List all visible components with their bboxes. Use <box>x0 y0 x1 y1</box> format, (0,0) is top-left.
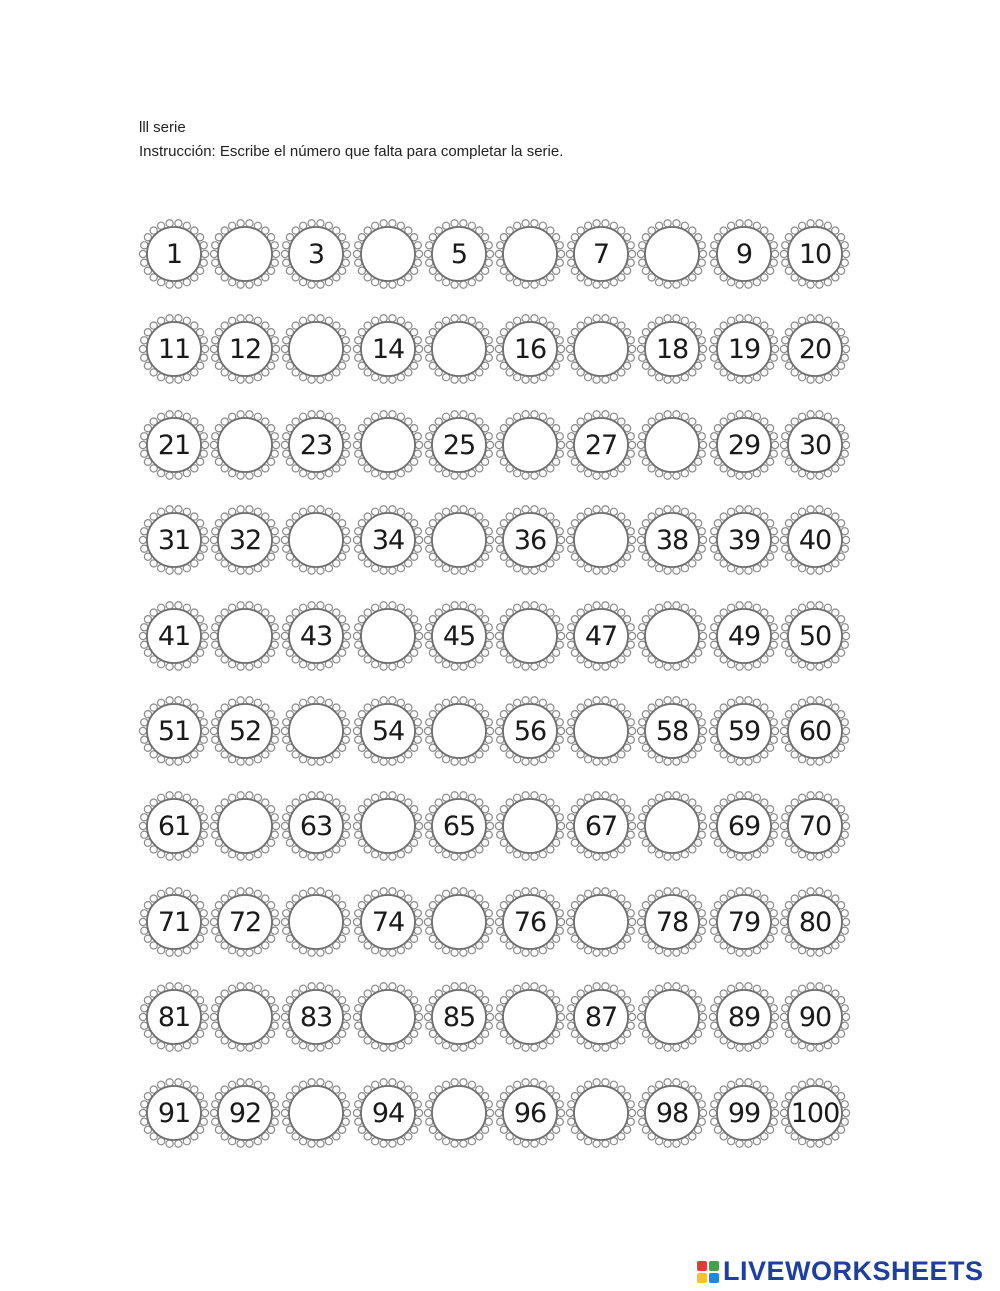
logo-square <box>709 1273 719 1283</box>
blank-cell[interactable] <box>636 600 708 672</box>
answer-input[interactable] <box>510 620 550 652</box>
blank-cell[interactable] <box>636 790 708 862</box>
number-cell <box>708 790 780 862</box>
number-label: 39 <box>727 524 761 556</box>
blank-cell[interactable] <box>352 600 424 672</box>
number-label: 65 <box>442 810 476 842</box>
number-label: 16 <box>513 333 547 365</box>
answer-input[interactable] <box>439 524 479 556</box>
blank-cell[interactable] <box>423 886 495 958</box>
number-cell <box>708 313 780 385</box>
number-cell <box>708 695 780 767</box>
number-label: 58 <box>655 715 689 747</box>
number-label: 72 <box>228 906 262 938</box>
number-label: 79 <box>727 906 761 938</box>
number-label: 19 <box>727 333 761 365</box>
number-cell <box>779 695 851 767</box>
number-cell <box>565 790 637 862</box>
number-cell <box>209 313 281 385</box>
blank-cell[interactable] <box>494 981 566 1053</box>
number-cell <box>280 790 352 862</box>
answer-input[interactable] <box>368 620 408 652</box>
blank-cell[interactable] <box>565 695 637 767</box>
number-cell <box>494 504 566 576</box>
number-label: 23 <box>299 429 333 461</box>
answer-input[interactable] <box>510 429 550 461</box>
number-cell <box>209 886 281 958</box>
number-cell <box>209 1077 281 1149</box>
number-label: 36 <box>513 524 547 556</box>
blank-cell[interactable] <box>423 504 495 576</box>
blank-cell[interactable] <box>280 504 352 576</box>
number-cell <box>779 600 851 672</box>
number-label: 76 <box>513 906 547 938</box>
number-label: 67 <box>584 810 618 842</box>
number-cell <box>138 313 210 385</box>
blank-cell[interactable] <box>352 790 424 862</box>
blank-cell[interactable] <box>494 409 566 481</box>
number-cell <box>708 409 780 481</box>
number-label: 29 <box>727 429 761 461</box>
blank-cell[interactable] <box>280 695 352 767</box>
number-cell <box>280 409 352 481</box>
number-label: 49 <box>727 620 761 652</box>
number-cell <box>138 790 210 862</box>
answer-input[interactable] <box>225 1001 265 1033</box>
number-label: 83 <box>299 1001 333 1033</box>
number-label: 99 <box>727 1097 761 1129</box>
blank-cell[interactable] <box>209 790 281 862</box>
number-label: 60 <box>798 715 832 747</box>
number-label: 54 <box>371 715 405 747</box>
answer-input[interactable] <box>296 333 336 365</box>
number-cell <box>352 313 424 385</box>
number-cell <box>779 981 851 1053</box>
answer-input[interactable] <box>652 429 692 461</box>
number-label: 25 <box>442 429 476 461</box>
number-label: 100 <box>790 1097 840 1129</box>
number-label: 1 <box>165 238 183 270</box>
number-label: 85 <box>442 1001 476 1033</box>
number-cell <box>708 504 780 576</box>
number-cell <box>352 886 424 958</box>
number-series-grid <box>138 200 888 1160</box>
number-cell <box>565 218 637 290</box>
number-label: 50 <box>798 620 832 652</box>
number-label: 40 <box>798 524 832 556</box>
answer-input[interactable] <box>439 1097 479 1129</box>
answer-input[interactable] <box>652 238 692 270</box>
number-cell <box>280 600 352 672</box>
blank-cell[interactable] <box>209 218 281 290</box>
number-label: 70 <box>798 810 832 842</box>
number-cell <box>138 504 210 576</box>
number-cell <box>494 313 566 385</box>
worksheet-heading <box>139 116 563 164</box>
number-cell <box>423 981 495 1053</box>
blank-cell[interactable] <box>209 981 281 1053</box>
answer-input[interactable] <box>225 238 265 270</box>
number-cell <box>779 218 851 290</box>
number-cell <box>352 504 424 576</box>
number-label: 14 <box>371 333 405 365</box>
number-label: 80 <box>798 906 832 938</box>
number-label: 11 <box>157 333 191 365</box>
blank-cell[interactable] <box>280 313 352 385</box>
number-label: 91 <box>157 1097 191 1129</box>
number-cell <box>280 218 352 290</box>
number-label: 12 <box>228 333 262 365</box>
blank-cell[interactable] <box>352 409 424 481</box>
number-cell <box>494 886 566 958</box>
number-label: 20 <box>798 333 832 365</box>
number-label: 31 <box>157 524 191 556</box>
number-cell <box>708 886 780 958</box>
number-cell <box>352 695 424 767</box>
logo-square <box>709 1261 719 1271</box>
number-label: 43 <box>299 620 333 652</box>
number-label: 10 <box>798 238 832 270</box>
answer-input[interactable] <box>296 524 336 556</box>
answer-input[interactable] <box>581 333 621 365</box>
blank-cell[interactable] <box>352 981 424 1053</box>
number-cell <box>636 695 708 767</box>
answer-input[interactable] <box>581 524 621 556</box>
number-cell <box>138 218 210 290</box>
blank-cell[interactable] <box>494 600 566 672</box>
number-cell <box>423 409 495 481</box>
answer-input[interactable] <box>225 810 265 842</box>
number-label: 7 <box>592 238 610 270</box>
number-cell <box>779 409 851 481</box>
number-cell <box>708 218 780 290</box>
number-label: 98 <box>655 1097 689 1129</box>
answer-input[interactable] <box>296 1097 336 1129</box>
number-cell <box>779 313 851 385</box>
number-cell <box>138 409 210 481</box>
logo-text: LIVEWORKSHEETS <box>723 1256 984 1286</box>
number-label: 34 <box>371 524 405 556</box>
answer-input[interactable] <box>581 906 621 938</box>
blank-cell[interactable] <box>352 218 424 290</box>
blank-cell[interactable] <box>280 886 352 958</box>
number-label: 9 <box>735 238 753 270</box>
number-cell <box>779 504 851 576</box>
number-label: 5 <box>450 238 468 270</box>
blank-cell[interactable] <box>565 886 637 958</box>
number-label: 52 <box>228 715 262 747</box>
blank-cell[interactable] <box>209 600 281 672</box>
logo-mark-icon <box>697 1261 719 1283</box>
answer-input[interactable] <box>225 429 265 461</box>
answer-input[interactable] <box>225 620 265 652</box>
number-label: 32 <box>228 524 262 556</box>
answer-input[interactable] <box>368 429 408 461</box>
number-cell <box>280 981 352 1053</box>
number-label: 63 <box>299 810 333 842</box>
blank-cell[interactable] <box>565 313 637 385</box>
answer-input[interactable] <box>652 1001 692 1033</box>
number-cell <box>209 504 281 576</box>
number-cell <box>138 600 210 672</box>
number-cell <box>708 600 780 672</box>
answer-input[interactable] <box>439 906 479 938</box>
number-cell <box>779 886 851 958</box>
number-cell <box>138 1077 210 1149</box>
number-label: 90 <box>798 1001 832 1033</box>
number-cell <box>779 1077 851 1149</box>
number-cell <box>423 600 495 672</box>
number-label: 89 <box>727 1001 761 1033</box>
blank-cell[interactable] <box>209 409 281 481</box>
blank-cell[interactable] <box>494 218 566 290</box>
series-title: lll serie <box>139 119 186 136</box>
number-label: 3 <box>307 238 325 270</box>
number-cell <box>494 695 566 767</box>
number-cell <box>636 1077 708 1149</box>
number-cell <box>138 981 210 1053</box>
blank-cell[interactable] <box>280 1077 352 1149</box>
answer-input[interactable] <box>581 1097 621 1129</box>
number-label: 27 <box>584 429 618 461</box>
blank-cell[interactable] <box>636 218 708 290</box>
number-label: 92 <box>228 1097 262 1129</box>
blank-cell[interactable] <box>636 981 708 1053</box>
number-label: 87 <box>584 1001 618 1033</box>
number-cell <box>779 790 851 862</box>
number-cell <box>636 886 708 958</box>
number-label: 51 <box>157 715 191 747</box>
number-label: 21 <box>157 429 191 461</box>
answer-input[interactable] <box>368 238 408 270</box>
blank-cell[interactable] <box>565 1077 637 1149</box>
answer-input[interactable] <box>652 810 692 842</box>
number-cell <box>209 695 281 767</box>
answer-input[interactable] <box>439 333 479 365</box>
number-cell <box>138 886 210 958</box>
number-label: 71 <box>157 906 191 938</box>
number-cell <box>565 600 637 672</box>
number-label: 59 <box>727 715 761 747</box>
instruction-text: Instrucción: Escribe el número que falta para completar la serie. <box>139 143 564 160</box>
liveworksheets-logo <box>697 1256 984 1287</box>
number-label: 41 <box>157 620 191 652</box>
number-cell <box>708 981 780 1053</box>
number-label: 18 <box>655 333 689 365</box>
number-label: 61 <box>157 810 191 842</box>
blank-cell[interactable] <box>423 313 495 385</box>
answer-input[interactable] <box>510 238 550 270</box>
answer-input[interactable] <box>581 715 621 747</box>
number-label: 94 <box>371 1097 405 1129</box>
number-label: 96 <box>513 1097 547 1129</box>
number-label: 45 <box>442 620 476 652</box>
answer-input[interactable] <box>368 810 408 842</box>
number-cell <box>138 695 210 767</box>
answer-input[interactable] <box>296 906 336 938</box>
number-cell <box>494 1077 566 1149</box>
number-label: 30 <box>798 429 832 461</box>
number-cell <box>565 981 637 1053</box>
logo-square <box>697 1273 707 1283</box>
blank-cell[interactable] <box>565 504 637 576</box>
number-cell <box>352 1077 424 1149</box>
answer-input[interactable] <box>652 620 692 652</box>
number-label: 78 <box>655 906 689 938</box>
number-cell <box>423 218 495 290</box>
answer-input[interactable] <box>510 1001 550 1033</box>
number-label: 38 <box>655 524 689 556</box>
number-cell <box>636 504 708 576</box>
answer-input[interactable] <box>296 715 336 747</box>
answer-input[interactable] <box>510 810 550 842</box>
number-cell <box>708 1077 780 1149</box>
number-label: 69 <box>727 810 761 842</box>
number-cell <box>636 313 708 385</box>
number-label: 56 <box>513 715 547 747</box>
number-cell <box>565 409 637 481</box>
blank-cell[interactable] <box>423 695 495 767</box>
blank-cell[interactable] <box>494 790 566 862</box>
number-label: 74 <box>371 906 405 938</box>
blank-cell[interactable] <box>636 409 708 481</box>
answer-input[interactable] <box>368 1001 408 1033</box>
answer-input[interactable] <box>439 715 479 747</box>
number-label: 47 <box>584 620 618 652</box>
logo-square <box>697 1261 707 1271</box>
number-cell <box>423 790 495 862</box>
number-label: 81 <box>157 1001 191 1033</box>
blank-cell[interactable] <box>423 1077 495 1149</box>
